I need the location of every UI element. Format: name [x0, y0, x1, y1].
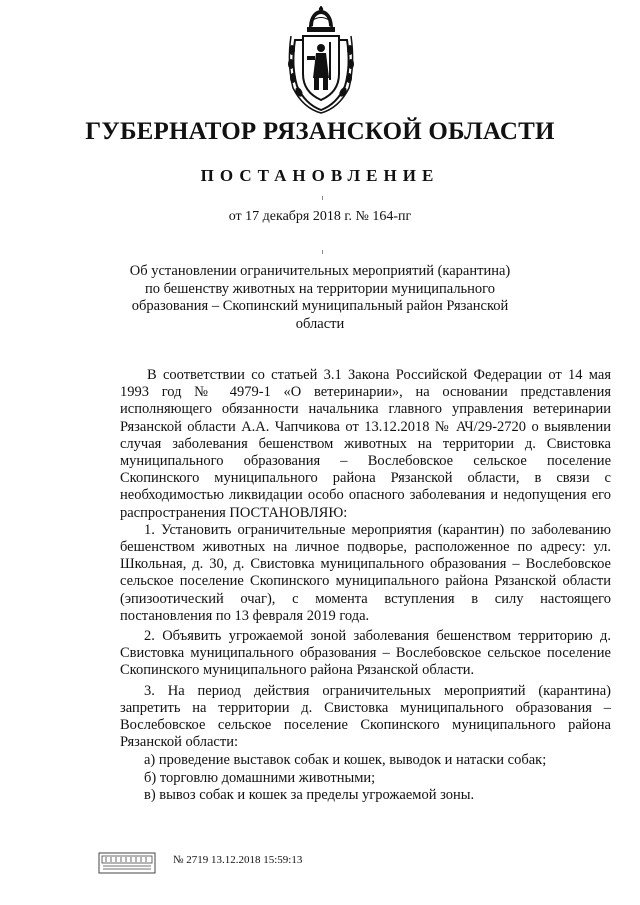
list-item: б) торговлю домашними животными; — [144, 769, 376, 786]
document-date-number: от 17 декабря 2018 г. № 164-пг — [228, 209, 412, 224]
registry-stamp-icon — [98, 852, 156, 874]
subject-line: по бешенству животных на территории муниципального — [144, 280, 496, 297]
document-subject — [120, 263, 520, 333]
scan-mark — [322, 196, 323, 200]
subject-line: Об установлении ограничительных мероприятий (карантина) — [129, 263, 511, 279]
document-body — [120, 367, 611, 804]
clause-2: 2. Объявить угрожаемой зоной заболевания бешенством территорию д. Свистовка муниципального образования – Вослебовское сельское поселение Скопинского муниципального района Рязанской области. — [120, 628, 611, 679]
list-item: в) вывоз собак и кошек за пределы угрожаемой зоны. — [144, 786, 475, 803]
registration-note: № 2719 13.12.2018 15:59:13 — [173, 854, 303, 866]
clause-3: 3. На период действия ограничительных мероприятий (карантина) запретить на территории д. Свистовка муниципального образования – Вослебовское сельское поселение Скопинского муниципального района Рязанской области: — [120, 682, 611, 751]
scan-mark — [322, 250, 323, 254]
preamble-paragraph: В соответствии со статьей 3.1 Закона Российской Федерации от 14 мая 1993 год № 4979-1 «О ветеринарии», на основании представления исполняющего обязанности начальника главного управления ветеринарии Рязанской области А.А. Чапчикова от 13.12.2018 № АЧ/29-2720 о выявлении случая заболевания бешенством животных на территории д. Свистовка муниципального образования – Вослебовское сельское поселение Скопинского муниципального района Рязанской области, в связи с необходимостью ликвидации особо опасного заболевания и недопущения его распространения ПОСТАНОВЛЯЮ: — [120, 367, 611, 521]
coat-of-arms-icon — [283, 6, 359, 114]
authority-title: ГУБЕРНАТОР РЯЗАНСКОЙ ОБЛАСТИ — [85, 118, 555, 145]
list-item: а) проведение выставок собак и кошек, выводок и натаски собак; — [144, 752, 547, 769]
document-type: ПОСТАНОВЛЕНИЕ — [200, 166, 440, 185]
subject-line: образования – Скопинский муниципальный район Рязанской области — [131, 298, 509, 332]
clause-3-subitems — [120, 752, 611, 804]
clause-1: 1. Установить ограничительные мероприятия (карантин) по заболеванию бешенством животных на личное подворье, расположенное по адресу: ул. Школьная, д. 30, д. Свистовка муниципального образования – Вослебовское сельское поселение Скопинского муниципального района Рязанской области (эпизоотический очаг), с момента вступления в силу настоящего постановления по 13 февраля 2019 года. — [120, 521, 611, 624]
